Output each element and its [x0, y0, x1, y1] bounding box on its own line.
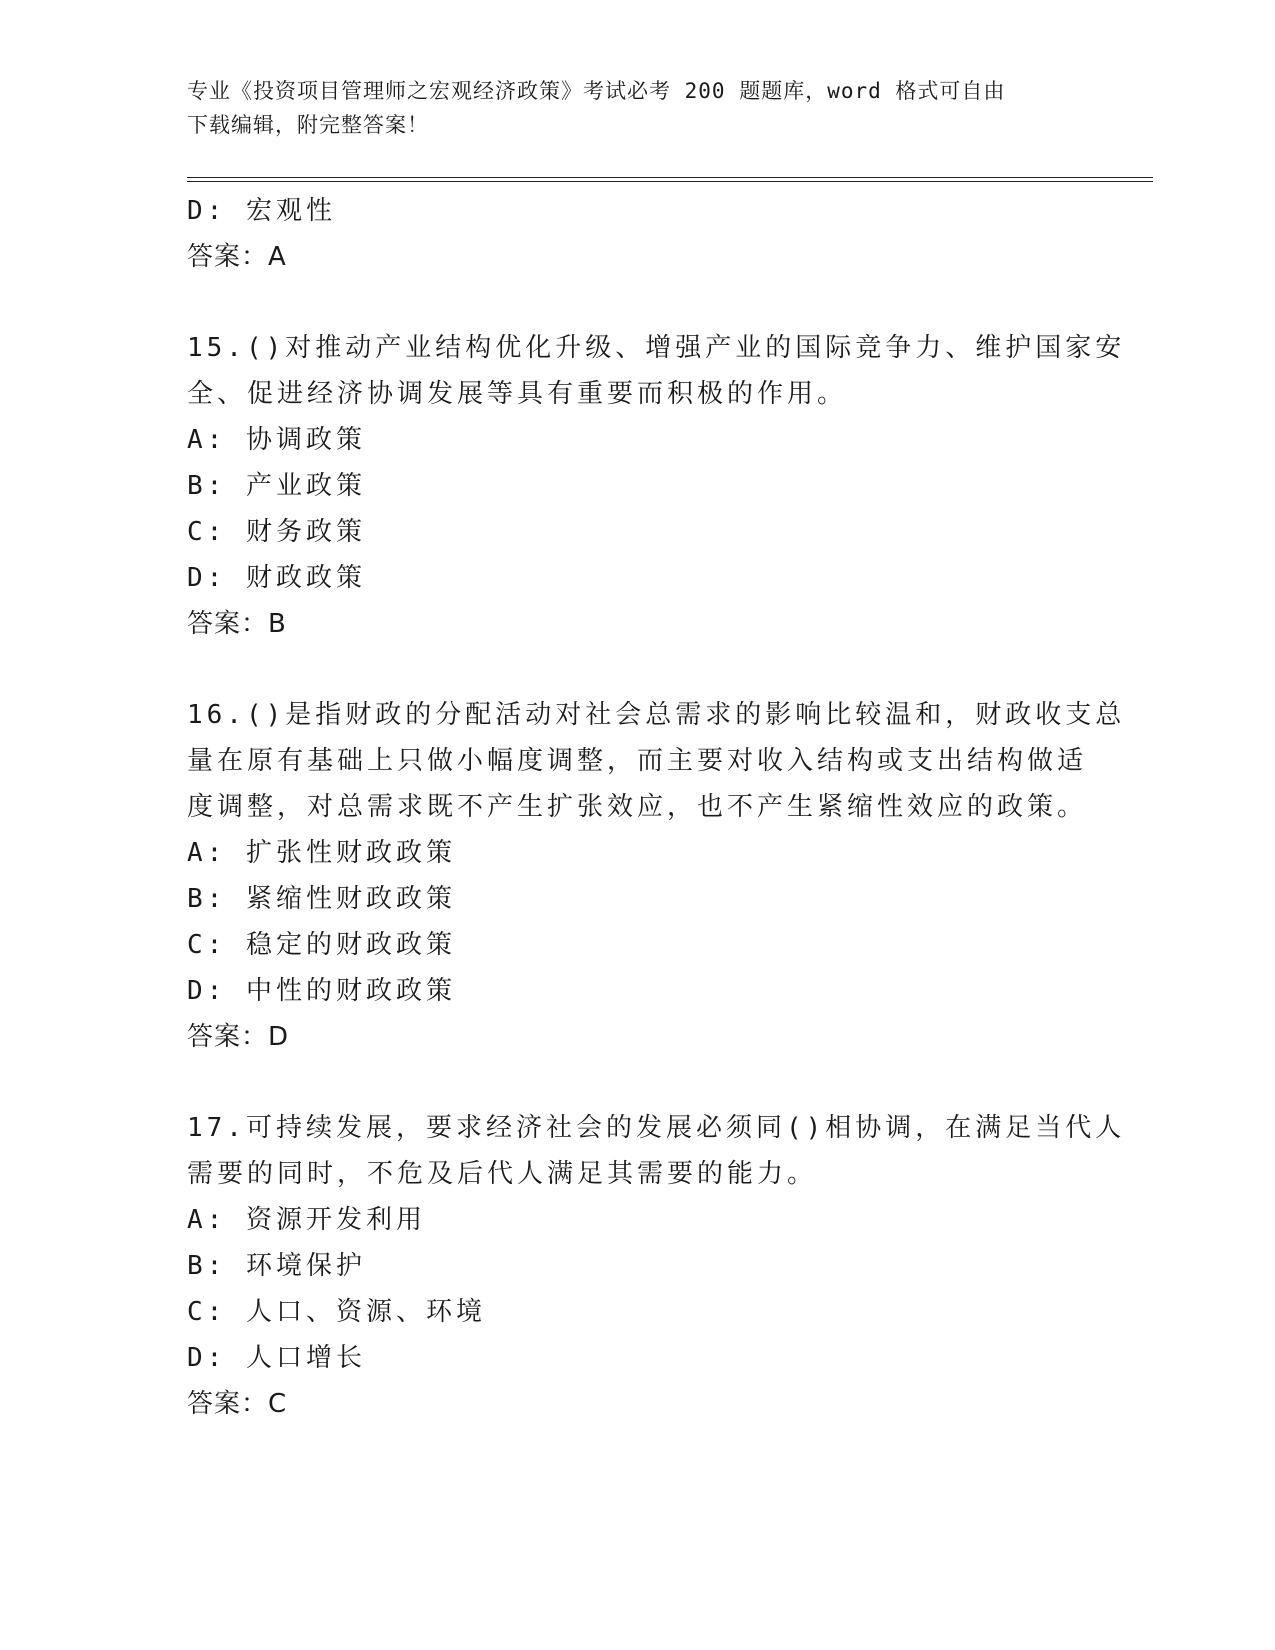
question-text-line: 全、促进经济协调发展等具有重要而积极的作用。 [187, 379, 848, 409]
question-text-line: 15.()对推动产业结构优化升级、增强产业的国际竞争力、维护国家安 [187, 333, 1126, 363]
option-d: D: 中性的财政政策 [187, 976, 456, 1006]
option-b: B: 紧缩性财政政策 [187, 884, 456, 914]
header-divider [187, 177, 1153, 182]
question-16 [187, 692, 1126, 1060]
option-a: A: 协调政策 [187, 425, 366, 455]
document-header [187, 74, 1067, 142]
question-15 [187, 325, 1126, 647]
option-d: D: 人口增长 [187, 1343, 366, 1373]
option-b: B: 环境保护 [187, 1251, 366, 1281]
question-text-line: 量在原有基础上只做小幅度调整，而主要对收入结构或支出结构做适 [187, 746, 1088, 776]
option-d: D: 财政政策 [187, 563, 366, 593]
spacer [187, 647, 1087, 692]
question-text-line: 16.()是指财政的分配活动对社会总需求的影响比较温和，财政收支总 [187, 700, 1126, 730]
header-line-1: 专业《投资项目管理师之宏观经济政策》考试必考 200 题题库，word 格式可自由 [187, 79, 1006, 103]
question-text-line: 17.可持续发展，要求经济社会的发展必须同()相协调，在满足当代人 [187, 1113, 1126, 1143]
question-text-line: 度调整，对总需求既不产生扩张效应，也不产生紧缩性效应的政策。 [187, 792, 1088, 822]
answer: 答案：C [187, 1389, 288, 1419]
prev-answer: 答案：A [187, 242, 287, 272]
answer: 答案：D [187, 1022, 290, 1052]
option-c: C: 财务政策 [187, 517, 366, 547]
option-a: A: 扩张性财政政策 [187, 838, 456, 868]
option-b: B: 产业政策 [187, 471, 366, 501]
question-17 [187, 1105, 1126, 1427]
option-c: C: 人口、资源、环境 [187, 1297, 486, 1327]
option-c: C: 稳定的财政政策 [187, 930, 456, 960]
option-a: A: 资源开发利用 [187, 1205, 426, 1235]
answer: 答案：B [187, 609, 287, 639]
spacer [187, 1060, 1087, 1105]
header-line-2: 下载编辑，附完整答案！ [187, 113, 429, 137]
question-text-line: 需要的同时，不危及后代人满足其需要的能力。 [187, 1159, 818, 1189]
prev-option-d: D: 宏观性 [187, 196, 336, 226]
spacer [187, 280, 1087, 325]
question-content [187, 188, 1126, 1427]
